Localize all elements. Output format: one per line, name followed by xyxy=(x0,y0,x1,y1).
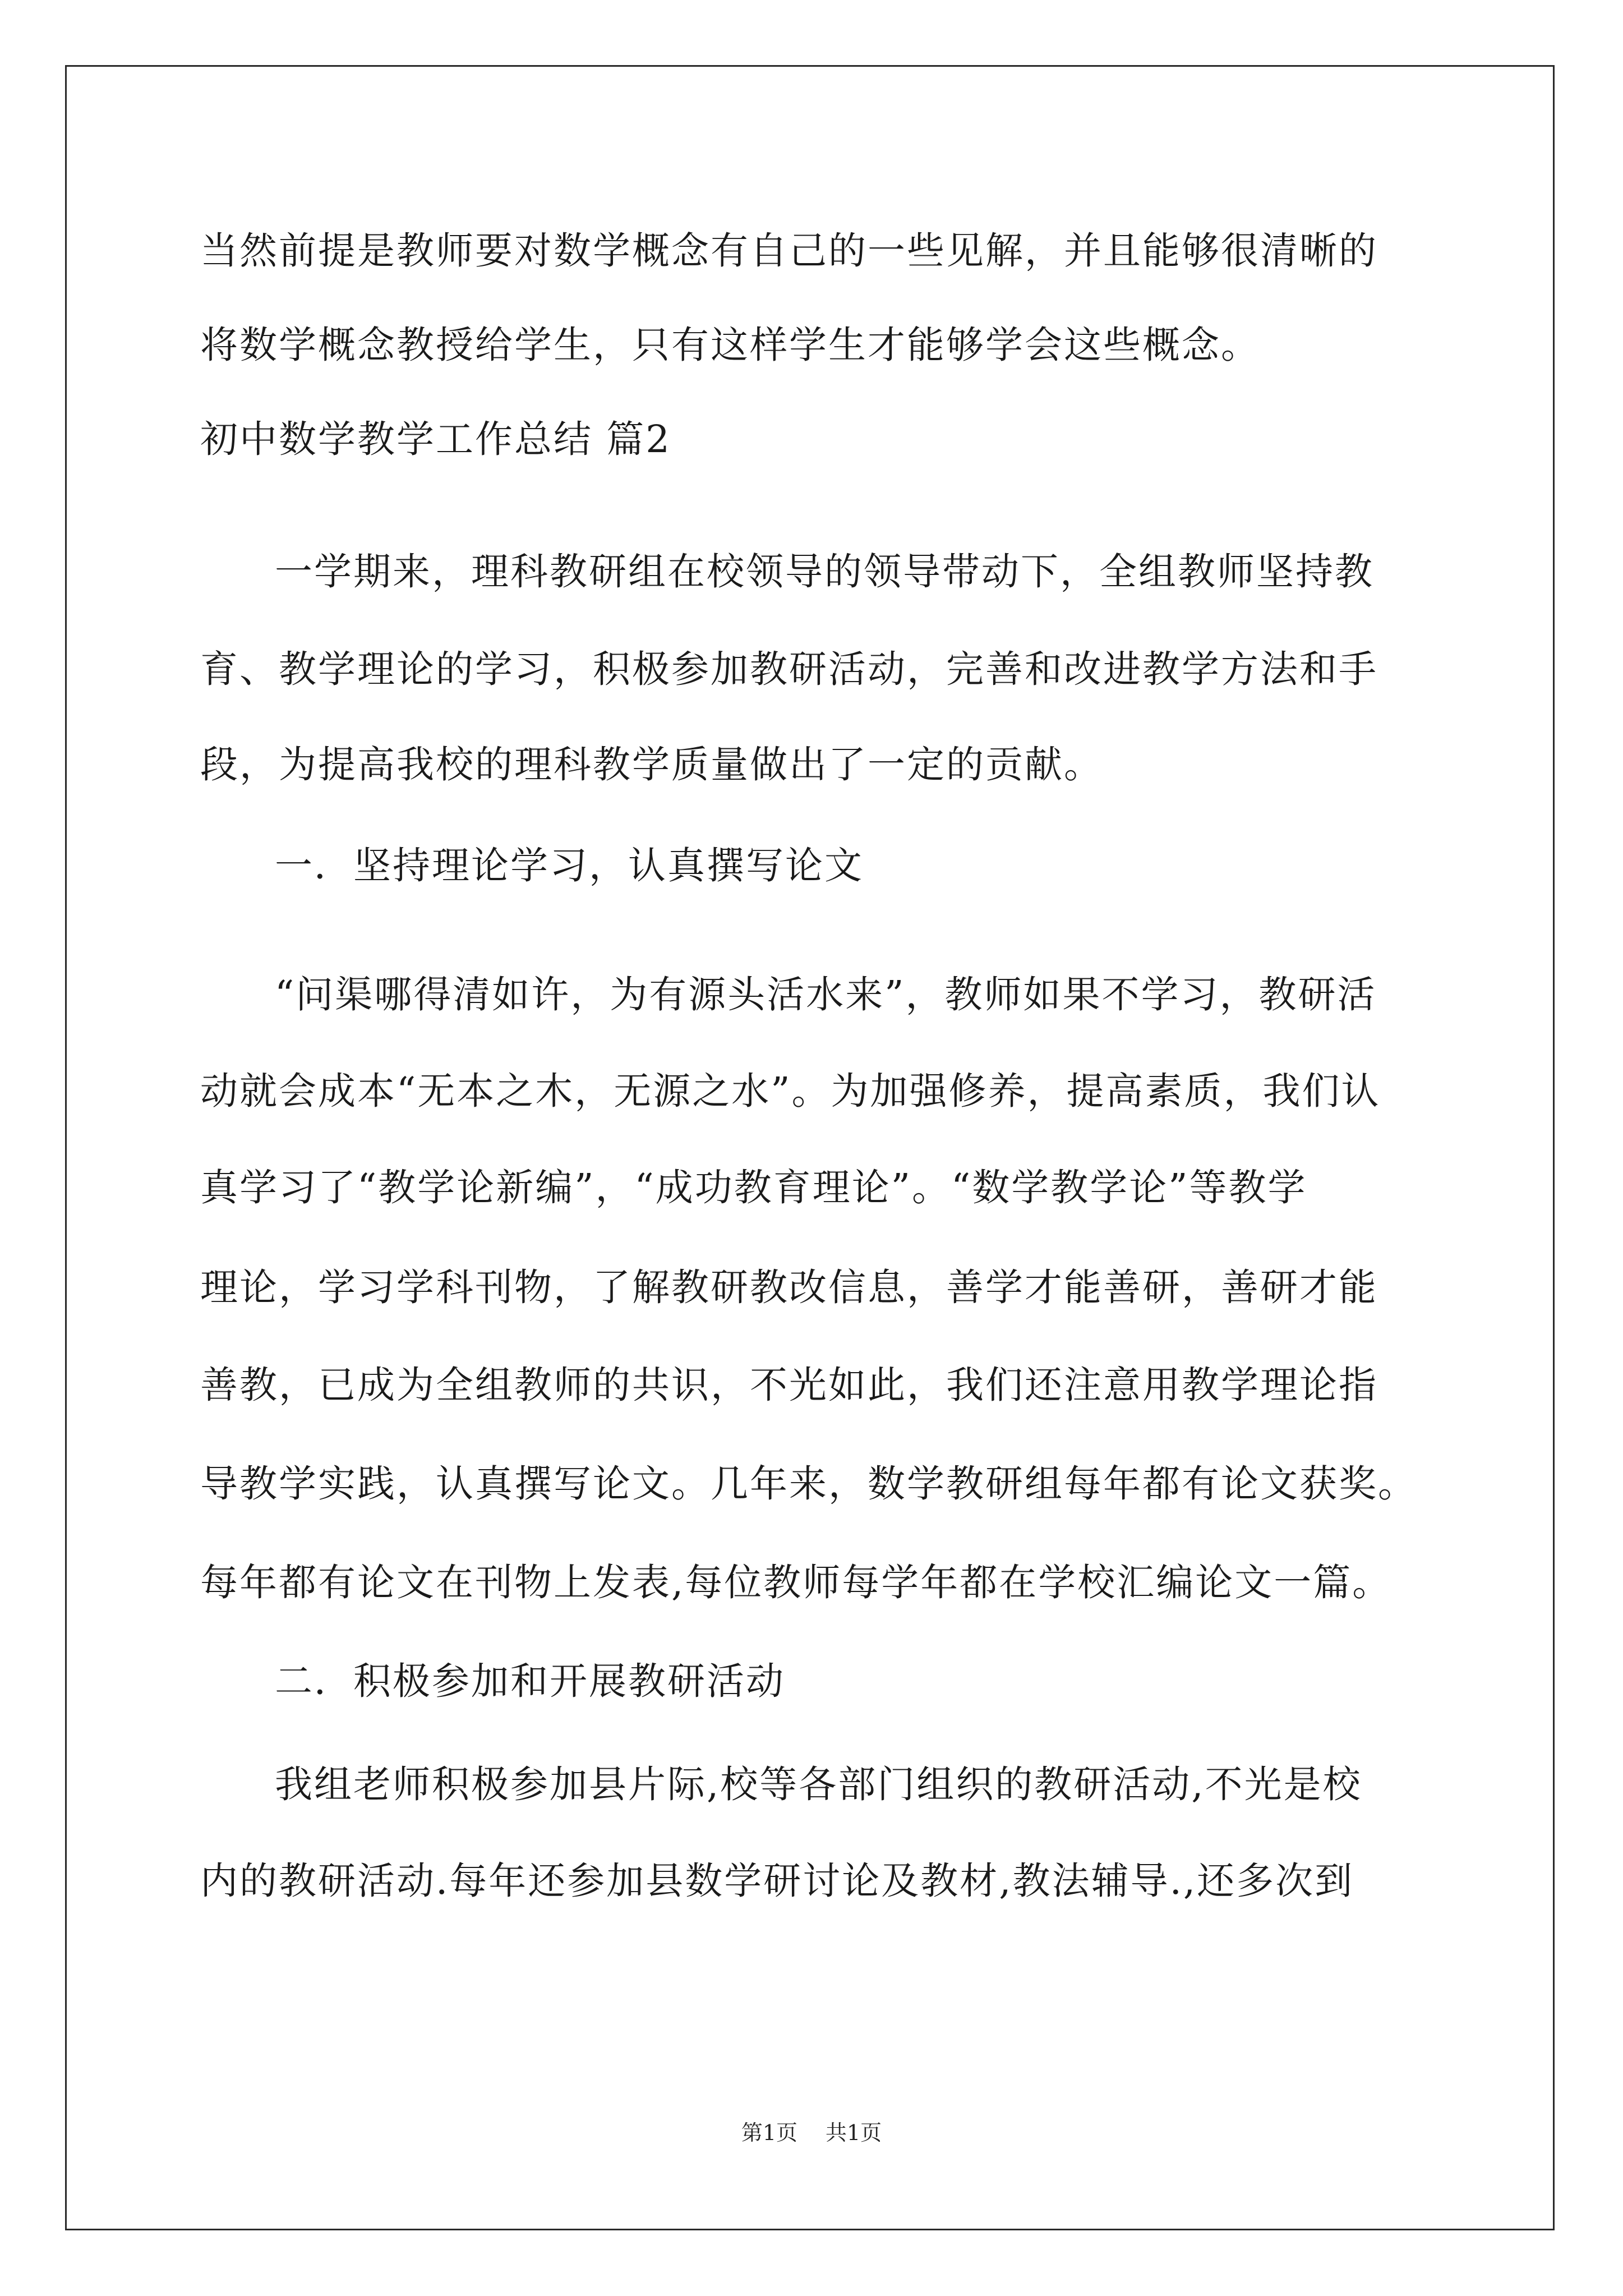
page-border xyxy=(65,65,1555,2230)
page-footer xyxy=(0,2119,1623,2146)
body-text-line: 将数学概念教授给学生，只有这样学生才能够学会这些概念。 xyxy=(200,323,1260,367)
body-text-line: 段，为提高我校的理科教学质量做出了一定的贡献。 xyxy=(200,743,1103,786)
page-total: 共1页 xyxy=(826,2120,882,2145)
body-text-line: 理论，学习学科刊物，了解教研教改信息，善学才能善研，善研才能 xyxy=(200,1266,1378,1309)
body-text-line: “问渠哪得清如许，为有源头活水来”，教师如果不学习，教研活 xyxy=(275,973,1377,1016)
page-number: 第1页 xyxy=(741,2120,797,2145)
body-text-line: 导教学实践，认真撰写论文。几年来，数学教研组每年都有论文获奖。 xyxy=(200,1462,1417,1506)
body-text-line: 真学习了“教学论新编”，“成功教育理论”。“数学教学论”等教学 xyxy=(200,1166,1307,1209)
body-text-line: 动就会成本“无本之木，无源之水”。为加强修养，提高素质，我们认 xyxy=(200,1069,1381,1113)
body-text-line: 我组老师积极参加县片际,校等各部门组织的教研活动,不光是校 xyxy=(275,1763,1362,1806)
body-text-line: 内的教研活动.每年还参加县数学研讨论及教材,教法辅导.,还多次到 xyxy=(200,1859,1354,1903)
body-text-line: 一学期来，理科教研组在校领导的领导带动下，全组教师坚持教 xyxy=(275,550,1374,593)
section-heading: 初中数学教学工作总结 篇2 xyxy=(200,417,671,461)
body-text-line: 善教，已成为全组教师的共识，不光如此，我们还注意用教学理论指 xyxy=(200,1363,1378,1407)
body-text-line: 当然前提是教师要对数学概念有自己的一些见解，并且能够很清晰的 xyxy=(200,229,1378,273)
body-text-line: 每年都有论文在刊物上发表,每位教师每学年都在学校汇编论文一篇。 xyxy=(200,1561,1392,1604)
subsection-heading: 一．坚持理论学习，认真撰写论文 xyxy=(275,844,864,887)
body-text-line: 育、教学理论的学习，积极参加教研活动，完善和改进教学方法和手 xyxy=(200,647,1378,691)
subsection-heading: 二．积极参加和开展教研活动 xyxy=(275,1659,785,1703)
